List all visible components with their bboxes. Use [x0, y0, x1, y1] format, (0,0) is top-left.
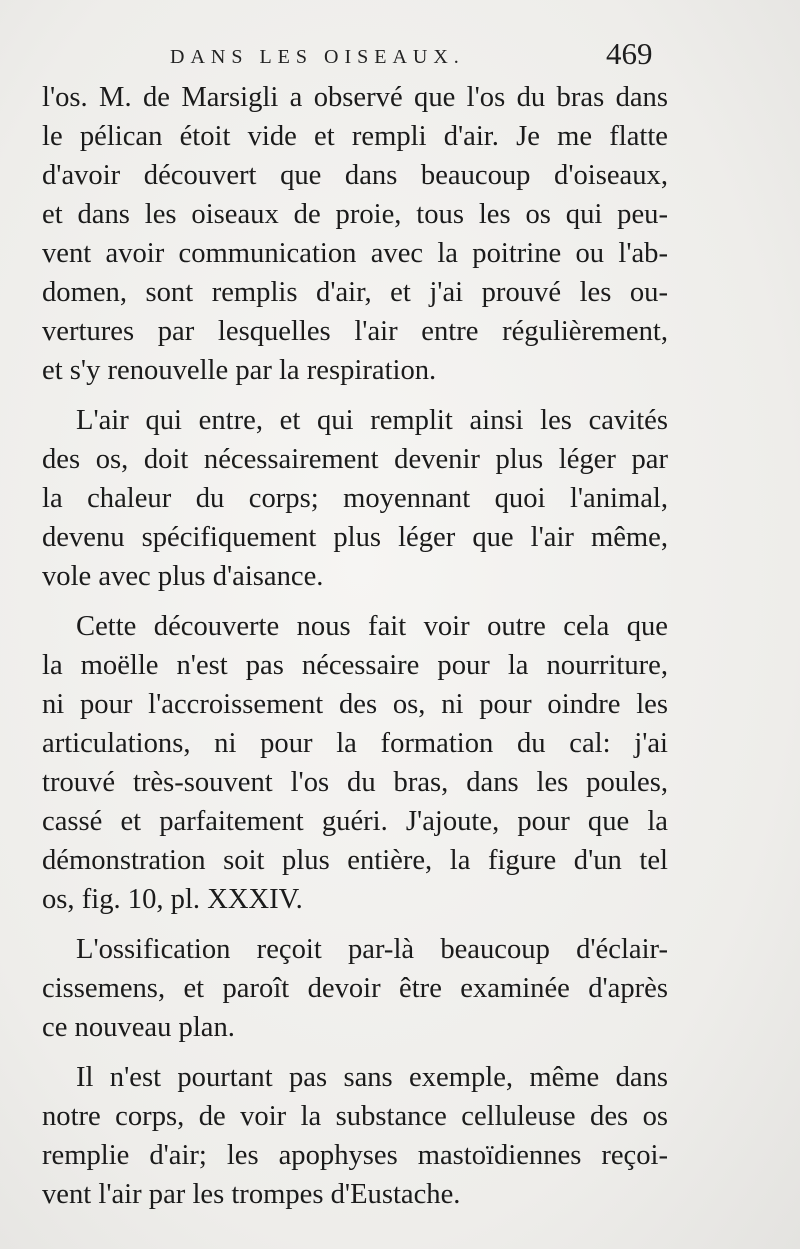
text-line: L'air qui entre, et qui remplit ainsi les cavités [76, 405, 668, 436]
text-line: l'os. M. de Marsigli a observé que l'os du bras dans [42, 82, 668, 113]
text-line: et s'y renouvelle par la respiration. [42, 355, 437, 386]
text-line: des os, doit nécessairement devenir plus léger par [42, 444, 668, 475]
paragraph-1 [42, 78, 668, 390]
text-line: cissemens, et paroît devoir être examinée d'après [42, 973, 668, 1004]
body-text [42, 78, 668, 1225]
text-line: démonstration soit plus entière, la figure d'un tel [42, 845, 668, 876]
text-line: L'ossification reçoit par-là beaucoup d'éclair- [76, 934, 668, 965]
paragraph-3 [42, 607, 668, 919]
text-line: vent l'air par les trompes d'Eustache. [42, 1179, 461, 1210]
text-line: vertures par lesquelles l'air entre régulièrement, [42, 316, 668, 347]
text-line: cassé et parfaitement guéri. J'ajoute, pour que la [42, 806, 668, 837]
page-number: 469 [606, 36, 653, 71]
text-line: le pélican étoit vide et rempli d'air. Je me flatte [42, 121, 668, 152]
text-line: et dans les oiseaux de proie, tous les os qui peu- [42, 199, 668, 230]
paragraph-5 [42, 1058, 668, 1214]
text-line: ni pour l'accroissement des os, ni pour oindre les [42, 689, 668, 720]
text-line: articulations, ni pour la formation du cal: j'ai [42, 728, 668, 759]
running-title: DANS LES OISEAUX. [170, 46, 465, 68]
text-line: vole avec plus d'aisance. [42, 561, 324, 592]
paragraph-4 [42, 930, 668, 1047]
text-line: domen, sont remplis d'air, et j'ai prouvé les ou- [42, 277, 668, 308]
text-line: la moëlle n'est pas nécessaire pour la nourriture, [42, 650, 668, 681]
text-line: vent avoir communication avec la poitrine ou l'ab- [42, 238, 668, 269]
text-line: Il n'est pourtant pas sans exemple, même dans [76, 1062, 668, 1093]
text-line: devenu spécifiquement plus léger que l'air même, [42, 522, 668, 553]
text-line: la chaleur du corps; moyennant quoi l'animal, [42, 483, 668, 514]
text-line: notre corps, de voir la substance celluleuse des os [42, 1101, 668, 1132]
text-line: d'avoir découvert que dans beaucoup d'oiseaux, [42, 160, 668, 191]
paragraph-2 [42, 401, 668, 596]
text-line: ce nouveau plan. [42, 1012, 235, 1043]
text-line: Cette découverte nous fait voir outre cela que [76, 611, 668, 642]
text-line: remplie d'air; les apophyses mastoïdiennes reçoi- [42, 1140, 668, 1171]
text-line: os, fig. 10, pl. XXXIV. [42, 884, 303, 915]
text-line: trouvé très-souvent l'os du bras, dans les poules, [42, 767, 668, 798]
